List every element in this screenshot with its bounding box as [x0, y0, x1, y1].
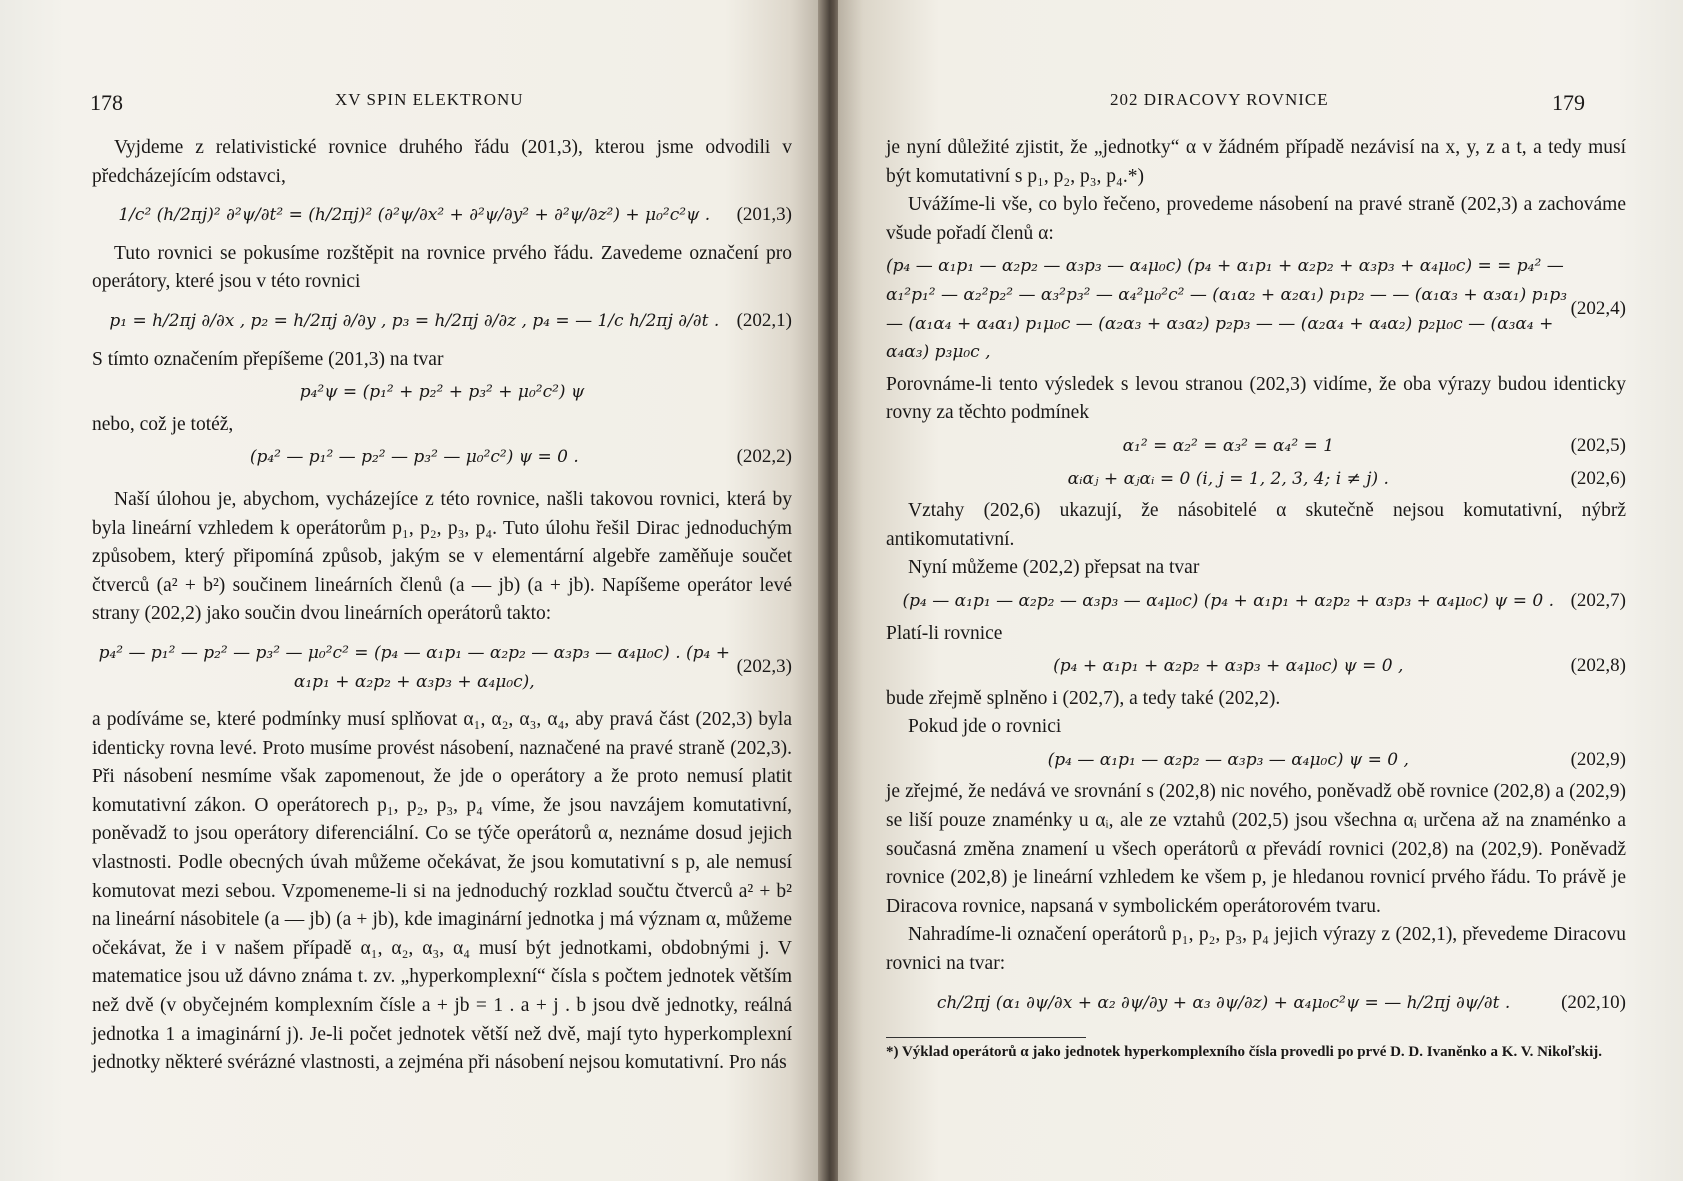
- equation-expr: p₄² — p₁² — p₂² — p₃² — μ₀²c² = (p₄ — α₁p₁ — α₂p₂ — α₃p₃ — α₄μ₀c) . (p₄ + α₁p₁ + α₂p₂ + α₃p₃ + α₄μ₀c),: [98, 642, 730, 692]
- left-body: [92, 134, 792, 1078]
- paragraph: nebo, což je totéž,: [92, 413, 234, 435]
- paragraph: Nyní můžeme (202,2) přepsat na tvar: [908, 557, 1200, 579]
- equation: [92, 201, 792, 230]
- paragraph: je nyní důležité zjistit, že „jednotky“ α v žádném případě nezávisí na x, y, z a t, a tedy musí být komutativní s p₁, p₂, p₃, p₄.*): [886, 137, 1626, 187]
- equation: [886, 252, 1626, 366]
- footnote-rule: [886, 1037, 1086, 1038]
- footnote: *) Výklad operátorů α jako jednotek hyperkomplexního čísla provedli po prvé D. D. Ivaněnko a K. V. Nikoľskij.: [886, 1044, 1603, 1061]
- equation: [886, 989, 1626, 1018]
- equation-expr: αᵢαⱼ + αⱼαᵢ = 0 (i, j = 1, 2, 3, 4; i ≠ j) .: [1067, 468, 1389, 489]
- equation-number: (202,7): [1570, 589, 1626, 611]
- right-body: [886, 134, 1626, 1062]
- equation: [886, 432, 1626, 461]
- equation: [886, 652, 1626, 681]
- left-page: [0, 0, 824, 1181]
- equation-number: (202,8): [1570, 655, 1626, 677]
- paragraph: Vztahy (202,6) ukazují, že násobitelé α skutečně nejsou komutativní, nýbrž antikomutativní.: [886, 500, 1626, 550]
- equation-number: (202,10): [1561, 991, 1626, 1013]
- equation-number: (202,6): [1570, 467, 1626, 489]
- right-page: [838, 0, 1683, 1181]
- equation: [886, 465, 1626, 494]
- paragraph: je zřejmé, že nedává ve srovnání s (202,8) nic nového, poněvadž obě rovnice (202,8) a (202,9) se liší pouze znaménky u αᵢ, ale ze vztahů (202,5) jsou všechna αᵢ určena až na znaménko a současná změna znamení u všech operátorů α převádí rovnici (202,8) na (202,9). Poněvadž rovnice (202,8) je lineární vzhledem ke všem p, je hledanou rovnicí prvého řádu. To právě je Diracova rovnice, napsaná v symbolickém operátorovém tvaru.: [886, 781, 1626, 917]
- paragraph: a podíváme se, které podmínky musí splňovat α₁, α₂, α₃, α₄, aby pravá část (202,3) byla identicky rovna levé. Proto musíme provést násobení, naznačené na pravé straně (202,3). Při násobení nesmíme však zapomenout, že jde o operátory a že proto nemusí platit komutativní zákon. O operátorech p₁, p₂, p₃, p₄ víme, že jsou navzájem komutativní, poněvadž to jsou operátory diferenciální. Co se týče operátorů α, neznáme dosud jejich vlastnosti. Podle obecných úvah můžeme očekávat, že jsou komutativní s p, ale nemusí komutovat mezi sebou. Vzpomeneme-li si na jednoduchý rozklad součtu čtverců a² + b² na lineární násobitele (a — jb) (a + jb), kde imaginární jednotka j má význam α, můžeme očekávat, že i v našem případě α₁, α₂, α₃, α₄ musí být jednotkami, obdobnými j. V matematice jsou už dávno známa t. zv. „hyperkomplexní“ čísla s počtem jednotek větším než dvě (v obyčejném komplexním čísle a + jb = 1 . a + j . b jsou dvě jednotky, reálná jednotka 1 a imaginární j). Je-li počet jednotek větší než dvě, mají tyto hyperkomplexní jednotky některé svérázné vlastnosti, a zejména při násobení nejsou komutativní. Pro nás: [92, 709, 792, 1074]
- paragraph: Uvážíme-li vše, co bylo řečeno, provedeme násobení na pravé straně (202,3) a zachováme všude pořadí členů α:: [886, 194, 1626, 244]
- equation-expr: ch/2πj (α₁ ∂ψ/∂x + α₂ ∂ψ/∂y + α₃ ∂ψ/∂z) + α₄μ₀c²ψ = — h/2πj ∂ψ/∂t .: [936, 992, 1511, 1013]
- page-number: 178: [90, 90, 123, 115]
- equation: [886, 746, 1626, 775]
- equation-expr: (p₄ — α₁p₁ — α₂p₂ — α₃p₃ — α₄μ₀c) (p₄ + α₁p₁ + α₂p₂ + α₃p₃ + α₄μ₀c) ψ = 0 .: [902, 590, 1555, 611]
- equation-expr: α₁² = α₂² = α₃² = α₄² = 1: [1122, 435, 1335, 456]
- equation-expr: (p₄ + α₁p₁ + α₂p₂ + α₃p₃ + α₄μ₀c) ψ = 0 ,: [1053, 656, 1404, 677]
- equation: [92, 378, 792, 407]
- paragraph: Tuto rovnici se pokusíme rozštěpit na rovnice prvého řádu. Zavedeme označení pro operátory, které jsou v této rovnici: [92, 242, 792, 293]
- paragraph: Naší úlohou je, abychom, vycházejíce z této rovnice, našli takovou rovnici, která by byla lineární vzhledem k operátorům p₁, p₂, p₃, p₄. Tuto úlohu řešil Dirac jednoduchým způsobem, který připomíná způsob, jakým se v elementární algebře zaměňuje součet čtverců (a² + b²) součinem lineárních členů (a — jb) (a + jb). Napíšeme operátor levé strany (202,2) jako součin dvou lineárních operátorů takto:: [92, 488, 792, 625]
- equation: [92, 307, 792, 336]
- equation-number: (202,1): [736, 309, 792, 331]
- paragraph: bude zřejmě splněno i (202,7), a tedy také (202,2).: [886, 687, 1281, 709]
- equation-expr: p₄²ψ = (p₁² + p₂² + p₃² + μ₀²c²) ψ: [299, 382, 585, 403]
- paragraph: S tímto označením přepíšeme (201,3) na tvar: [92, 348, 444, 370]
- equation-expr: 1/c² (h/2πj)² ∂²ψ/∂t² = (h/2πj)² (∂²ψ/∂x² + ∂²ψ/∂y² + ∂²ψ/∂z²) + μ₀²c²ψ .: [118, 205, 711, 226]
- running-header: XV SPIN ELEKTRONU: [335, 90, 524, 109]
- equation-number: (202,3): [736, 656, 792, 678]
- equation-expr: (p₄ — α₁p₁ — α₂p₂ — α₃p₃ — α₄μ₀c) (p₄ + α₁p₁ + α₂p₂ + α₃p₃ + α₄μ₀c) = = p₄² — α₁²p₁² — α₂²p₂² — α₃²p₃² — α₄²μ₀²c² — (α₁α₂ + α₂α₁) p₁p₂ — — (α₁α₃ + α₃α₁) p₁p₃ — (α₁α₄ + α₄α₁) p₁μ₀c — (α₂α₃ + α₃α₂) p₂p₃ — — (α₂α₄ + α₄α₂) p₂μ₀c — (α₃α₄ + α₄α₃) p₃μ₀c ,: [886, 256, 1568, 363]
- equation-number: (202,2): [736, 446, 792, 468]
- equation-number: (202,4): [1570, 298, 1626, 320]
- equation: [92, 639, 792, 696]
- equation-number: (202,5): [1570, 434, 1626, 456]
- paragraph: Pokud jde o rovnici: [908, 716, 1062, 738]
- equation: [92, 443, 792, 472]
- equation-expr: p₁ = h/2πj ∂/∂x , p₂ = h/2πj ∂/∂y , p₃ = h/2πj ∂/∂z , p₄ = — 1/c h/2πj ∂/∂t .: [109, 310, 720, 331]
- equation-expr: (p₄² — p₁² — p₂² — p₃² — μ₀²c²) ψ = 0 .: [249, 447, 579, 468]
- paragraph: Vyjdeme z relativistické rovnice druhého řádu (201,3), kterou jsme odvodili v předcházejícím odstavci,: [92, 137, 792, 187]
- paragraph: Nahradíme-li označení operátorů p₁, p₂, p₃, p₄ jejich výrazy z (202,1), převedeme Diracovu rovnici na tvar:: [886, 924, 1626, 975]
- equation-expr: (p₄ — α₁p₁ — α₂p₂ — α₃p₃ — α₄μ₀c) ψ = 0 ,: [1047, 749, 1409, 770]
- equation: [886, 587, 1626, 616]
- equation-number: (201,3): [736, 204, 792, 226]
- equation-number: (202,9): [1570, 748, 1626, 770]
- page-number: 179: [1552, 90, 1585, 115]
- paragraph: Platí-li rovnice: [886, 622, 1003, 644]
- running-header: 202 DIRACOVY ROVNICE: [1110, 90, 1329, 109]
- paragraph: Porovnáme-li tento výsledek s levou stranou (202,3) vidíme, že oba výrazy budou identicky rovny za těchto podmínek: [886, 373, 1626, 424]
